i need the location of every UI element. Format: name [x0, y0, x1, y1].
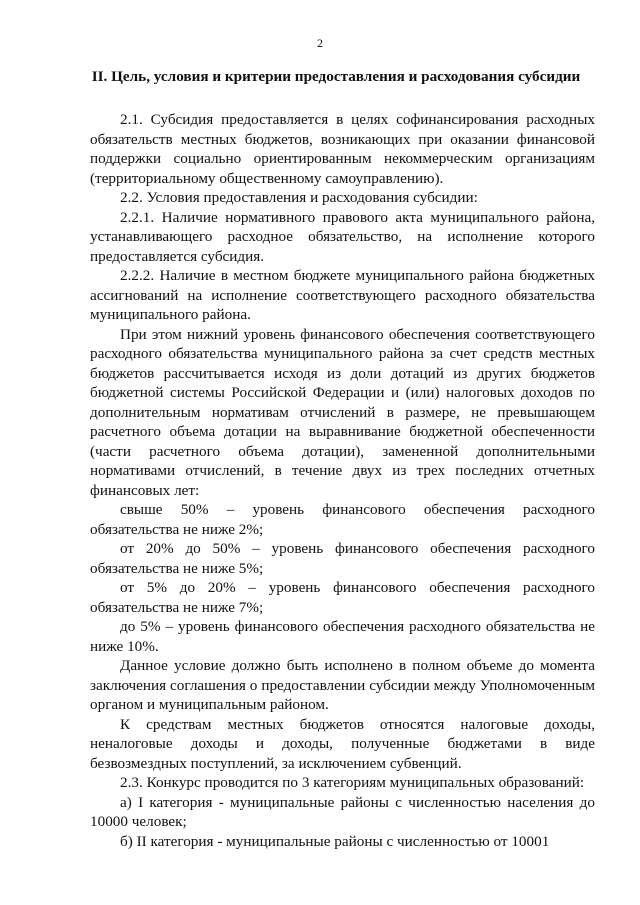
paragraph-2-2-2: 2.2.2. Наличие в местном бюджете муниципального района бюджетных ассигнований на исполнение соответствующего расходного обязательства муниципального района. [90, 267, 595, 323]
paragraph-2-2: 2.2. Условия предоставления и расходования субсидии: [120, 189, 478, 206]
paragraph-2-3: 2.3. Конкурс проводится по 3 категориям муниципальных образований: [120, 774, 585, 791]
paragraph-over-50: свыше 50% – уровень финансового обеспечения расходного обязательства не ниже 2%; [90, 501, 595, 538]
paragraph-under-5: до 5% – уровень финансового обеспечения расходного обязательства не ниже 10%. [90, 618, 595, 655]
paragraph-local-funds: К средствам местных бюджетов относятся налоговые доходы, неналоговые доходы и доходы, полученные бюджетами в виде безвозмездных поступлений, за исключением субвенций. [90, 715, 595, 772]
paragraph-5-20: от 5% до 20% – уровень финансового обеспечения расходного обязательства не ниже 7%; [90, 579, 595, 616]
paragraph-category-1: а) I категория - муниципальные районы с численностью населения до 10000 человек; [90, 793, 595, 830]
paragraph-financing-level: При этом нижний уровень финансового обеспечения соответствующего расходного обязательства муниципального района за счет средств местных бюджетов рассчитывается исходя из доли дотаций из других бюджетов бюджетной системы Российской Федерации и (или) налоговых доходов по дополнительным нормативам отчислений в размере, не превышающем расчетного объема дотации на выравнивание бюджетной обеспеченности (части расчетного объема дотации), замененной дополнительными нормативами отчислений, в течение двух из трех последних отчетных финансовых лет: [90, 325, 595, 499]
paragraph-20-50: от 20% до 50% – уровень финансового обеспечения расходного обязательства не ниже 5%; [90, 540, 595, 577]
section-heading: II. Цель, условия и критерии предоставления и расходования субсидии [91, 68, 581, 85]
paragraph-2-2-1: 2.2.1. Наличие нормативного правового акта муниципального района, устанавливающего расходное обязательство, на исполнение которого предоставляется субсидия. [90, 208, 595, 265]
document-body [90, 110, 595, 851]
paragraph-condition: Данное условие должно быть исполнено в полном объеме до момента заключения соглашения о предоставлении субсидии между Уполномоченным органом и муниципальным районом. [90, 657, 595, 713]
page-number: 2 [317, 36, 323, 50]
paragraph-2-1: 2.1. Субсидия предоставляется в целях софинансирования расходных обязательств местных бюджетов, возникающих при оказании финансовой поддержки социально ориентированным некоммерческим организациям (территориальному общественному самоуправлению). [90, 111, 595, 187]
paragraph-category-2: б) II категория - муниципальные районы с численностью от 10001 [120, 832, 550, 850]
